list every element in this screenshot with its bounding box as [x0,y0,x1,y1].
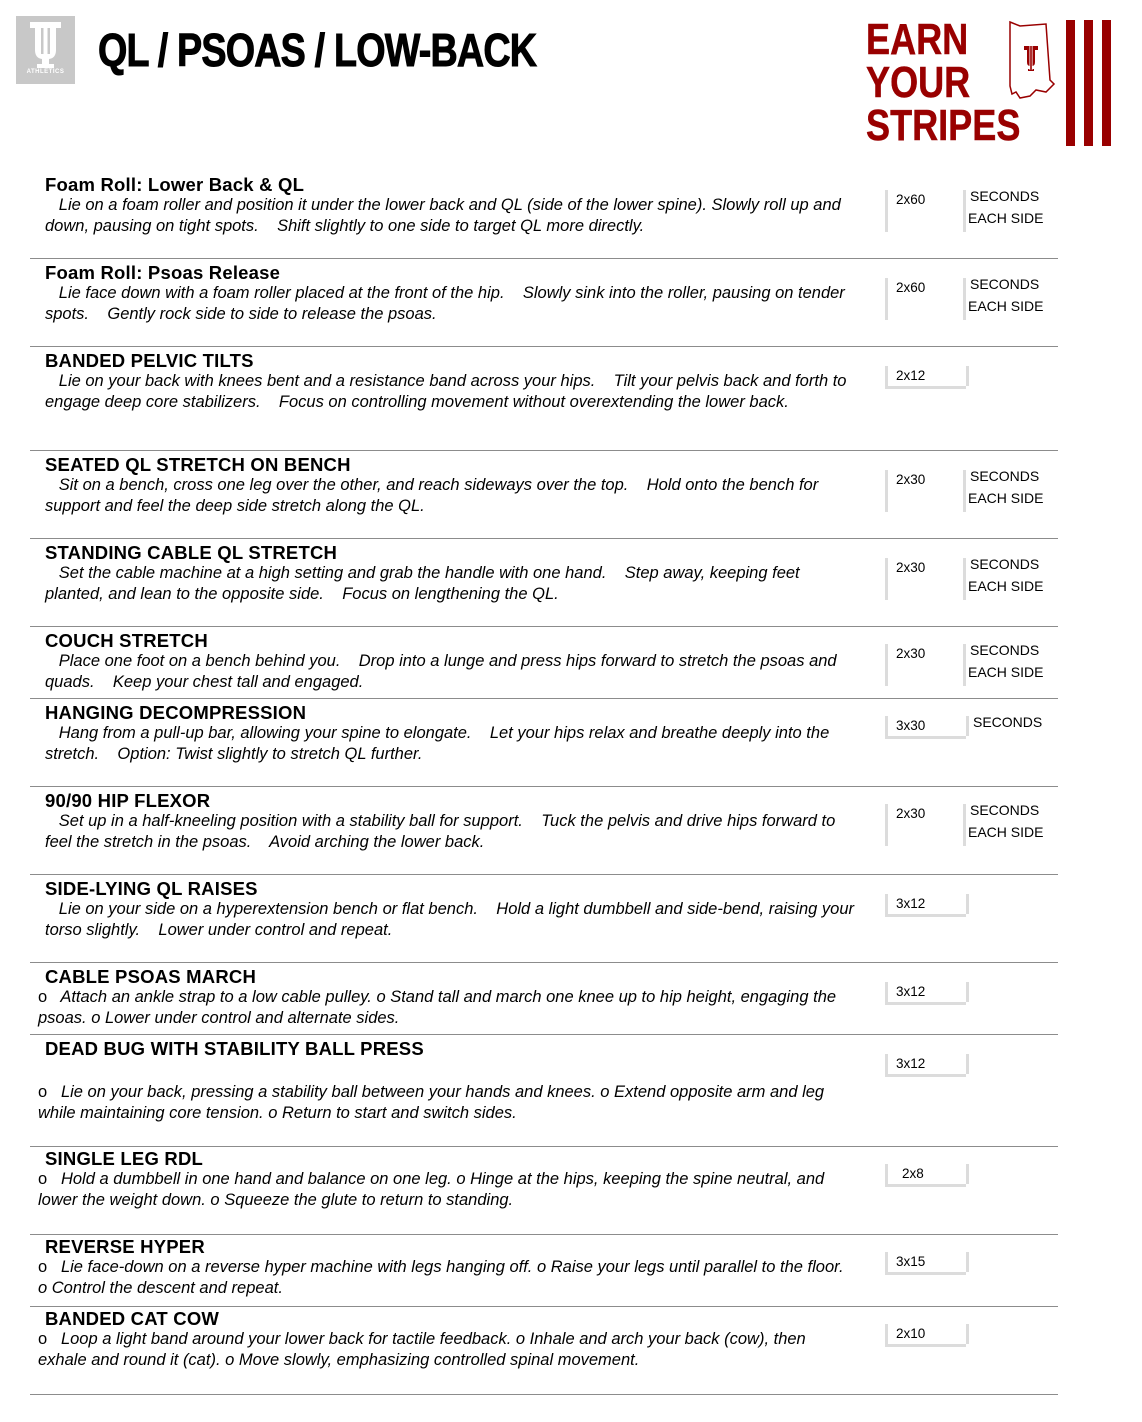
exercise-row [30,1236,1058,1307]
unit-qualifier: EACH SIDE [968,298,1044,314]
sets-reps: 3x12 [896,1056,926,1071]
sets-reps-box [885,982,966,1005]
earn-your-stripes-logo [866,15,1116,150]
sets-reps-box [885,1164,966,1187]
brand-line-2: YOUR [866,58,971,107]
exercise-name: Foam Roll: Psoas Release [45,262,281,283]
exercise-description [38,1169,848,1211]
sets-reps: 2x30 [896,560,926,575]
exercise-description: Lie face down with a foam roller placed at the front of the hip. Slowly sink into the roller, pausing on tender spots. Gently rock side to side to release the psoas. [45,284,850,323]
sets-reps-box [885,716,966,739]
exercise-description: Lie on your side on a hyperextension bench or flat bench. Hold a light dumbbell and side-bend, raising your torso slightly. Lower under control and repeat. [45,900,859,939]
sets-reps: 2x8 [902,1166,924,1181]
unit-label: SECONDS [970,188,1040,204]
exercise-description [38,987,848,1029]
exercise-name: HANGING DECOMPRESSION [45,702,307,723]
exercise-description-text: Loop a light band around your lower back for tactile feedback. o Inhale and arch your back (cow), then exhale and round it (cat). o Move slowly, emphasizing controlled spinal movement. [38,1330,811,1369]
exercise-name: COUCH STRETCH [45,630,208,651]
iu-trident-icon [28,20,63,68]
exercise-description: Sit on a bench, cross one leg over the other, and reach sideways over the top. Hold onto the bench for support and feel the deep side stretch along the QL. [45,476,823,515]
sets-reps: 3x15 [896,1254,926,1269]
sets-reps: 2x10 [896,1326,926,1341]
sets-reps: 2x30 [896,646,926,661]
bullet-marker: o [38,1170,48,1188]
indiana-state-icon [1006,20,1058,102]
sets-reps-box [885,366,966,389]
exercise-description-text: Lie on your back, pressing a stability ball between your hands and knees. o Extend opposite arm and leg while maintaining core tension. o Return to start and switch sides. [38,1083,829,1122]
sets-reps-box [885,278,966,320]
exercise-name: Foam Roll: Lower Back & QL [45,174,305,195]
exercise-description-text: Attach an ankle strap to a low cable pulley. o Stand tall and march one knee up to hip height, engaging the psoas. o Lower under control and alternate sides. [38,988,841,1027]
unit-box [963,644,1056,686]
sets-reps-box [885,190,966,232]
exercise-row [30,966,1058,1035]
unit-qualifier: EACH SIDE [968,664,1044,680]
unit-box [963,278,1056,320]
unit-qualifier: EACH SIDE [968,210,1044,226]
sets-reps: 2x12 [896,368,926,383]
brand-line-3: STRIPES [866,101,1021,150]
sets-reps: 2x60 [896,280,926,295]
unit-label: SECONDS [970,468,1040,484]
unit-qualifier: EACH SIDE [968,578,1044,594]
sets-reps: 2x30 [896,472,926,487]
bullet-marker: o [38,1083,48,1101]
unit-box [963,716,1053,736]
unit-box [963,558,1056,600]
sets-reps: 3x12 [896,984,926,999]
stripe-2 [1084,20,1093,146]
exercise-row [30,174,1058,259]
exercise-name: STANDING CABLE QL STRETCH [45,542,338,563]
stripe-3 [1102,20,1111,146]
exercise-row [30,1308,1058,1395]
exercise-name: 90/90 HIP FLEXOR [45,790,211,811]
sets-reps-box [885,644,966,686]
sets-reps-box [885,1324,966,1347]
unit-qualifier: EACH SIDE [968,824,1044,840]
brand-line-1: EARN [866,15,969,64]
exercise-row [30,630,1058,699]
exercise-description: Lie on a foam roller and position it under the lower back and QL (side of the lower spine). Slowly roll up and down, pausing on tight spots. Shift slightly to one side to target QL more directly. [45,196,846,235]
exercise-row [30,454,1058,539]
bullet-marker: o [38,988,48,1006]
unit-box [963,470,1056,512]
exercise-description: Lie on your back with knees bent and a resistance band across your hips. Tilt your pelvis back and forth to engage deep core stabilizers. Focus on controlling movement without overextending the lower back. [45,372,852,411]
exercise-row [30,1038,1058,1147]
sets-reps: 3x12 [896,896,926,911]
unit-label: SECONDS [970,556,1040,572]
sets-reps-box [885,470,966,512]
sets-reps-box [885,1054,966,1077]
exercise-description [38,1082,848,1124]
exercise-description: Set up in a half-kneeling position with a stability ball for support. Tuck the pelvis and drive hips forward to feel the stretch in the psoas. Avoid arching the lower back. [45,812,840,851]
exercise-description [38,1329,848,1371]
unit-label: SECONDS [970,802,1040,818]
stripe-1 [1066,20,1075,146]
exercise-name: BANDED PELVIC TILTS [45,350,254,371]
exercise-name: SINGLE LEG RDL [45,1148,203,1169]
exercise-description: Hang from a pull-up bar, allowing your spine to elongate. Let your hips relax and breathe deeply into the stretch. Option: Twist slightly to stretch QL further. [45,724,834,763]
unit-box [963,190,1056,232]
exercise-row [30,1148,1058,1235]
exercise-name: REVERSE HYPER [45,1236,205,1257]
exercise-row [30,878,1058,963]
exercise-name: CABLE PSOAS MARCH [45,966,257,987]
iu-athletics-logo [16,16,75,84]
logo-caption: ATHLETICS [26,69,65,75]
unit-label: SECONDS [970,276,1040,292]
sets-reps: 3x30 [896,718,926,733]
exercise-row [30,702,1058,787]
exercise-description-text: Lie face-down on a reverse hyper machine with legs hanging off. o Raise your legs until parallel to the floor. o Control the descent and repeat. [38,1258,849,1297]
bullet-marker: o [38,1258,48,1276]
sets-reps-box [885,804,966,846]
bullet-marker: o [38,1330,48,1348]
exercise-row [30,790,1058,875]
exercise-row [30,542,1058,627]
sets-reps-box [885,1252,966,1275]
sets-reps-box [885,558,966,600]
exercise-row [30,262,1058,347]
exercise-description: Place one foot on a bench behind you. Drop into a lunge and press hips forward to stretch the psoas and quads. Keep your chest tall and engaged. [45,652,842,691]
exercise-row [30,350,1058,451]
sets-reps: 2x60 [896,192,926,207]
exercise-description: Set the cable machine at a high setting and grab the handle with one hand. Step away, keeping feet planted, and lean to the opposite side. Focus on lengthening the QL. [45,564,805,603]
exercise-description-text: Hold a dumbbell in one hand and balance on one leg. o Hinge at the hips, keeping the spine neutral, and lower the weight down. o Squeeze the glute to return to standing. [38,1170,829,1209]
exercise-name: DEAD BUG WITH STABILITY BALL PRESS [45,1038,424,1059]
sets-reps-box [885,894,966,917]
unit-label: SECONDS [973,714,1043,730]
exercise-description [38,1257,848,1299]
unit-box [963,804,1056,846]
sets-reps: 2x30 [896,806,926,821]
exercise-name: SEATED QL STRETCH ON BENCH [45,454,351,475]
exercise-name: SIDE-LYING QL RAISES [45,878,258,899]
unit-qualifier: EACH SIDE [968,490,1044,506]
unit-label: SECONDS [970,642,1040,658]
page-title: QL / PSOAS / LOW-BACK [98,24,537,76]
exercise-name: BANDED CAT COW [45,1308,220,1329]
